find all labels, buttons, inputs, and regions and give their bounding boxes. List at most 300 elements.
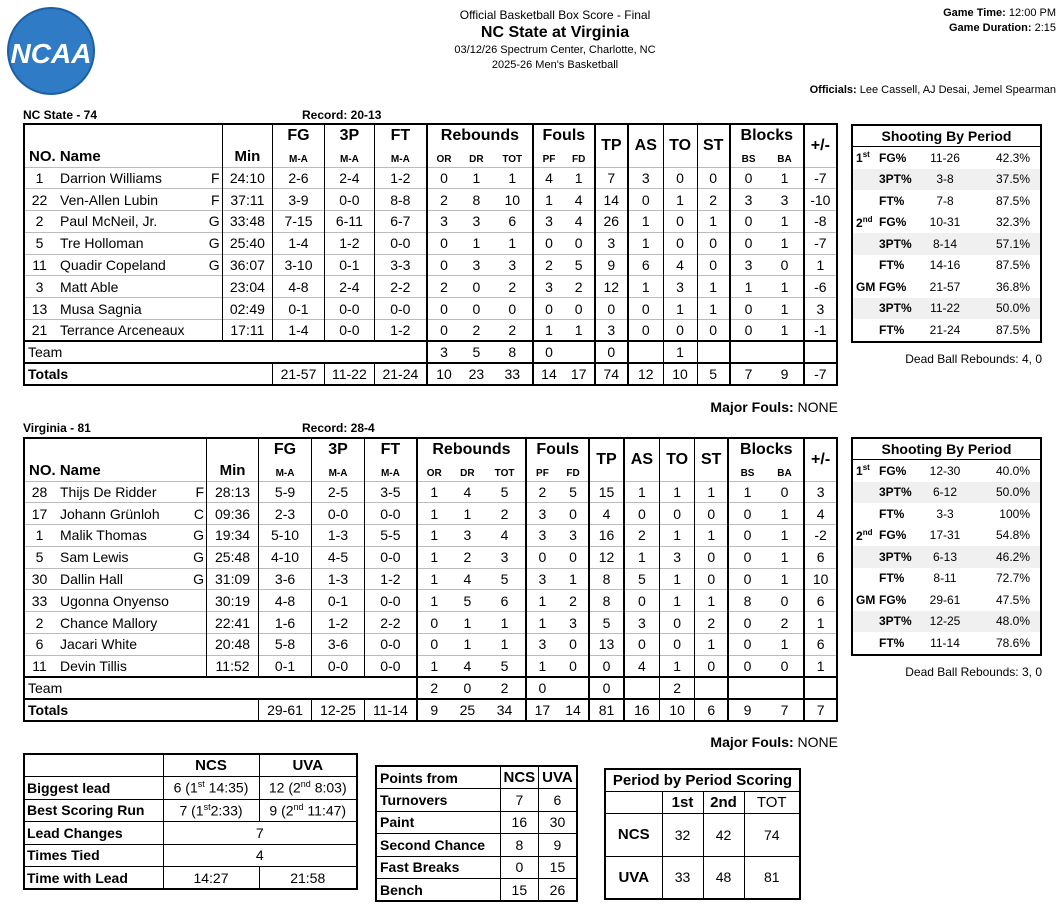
to-header: TO <box>660 438 695 481</box>
shooting-percentage: 87.5% <box>995 258 1030 273</box>
period-scoring-title: Period by Period Scoring <box>605 769 800 791</box>
player-tot: 1 <box>492 232 533 254</box>
player-fg: 3-10 <box>273 254 325 276</box>
team-row <box>24 677 837 699</box>
player-row <box>24 298 837 320</box>
player-st: 0 <box>697 167 730 189</box>
shooting-percentage: 57.1% <box>995 236 1030 251</box>
player-dr: 4 <box>451 655 484 677</box>
player-name: Tre Holloman <box>60 235 144 252</box>
player-3p: 1-2 <box>324 232 374 254</box>
player-or: 3 <box>427 211 461 233</box>
player-3p: 2-5 <box>312 481 365 503</box>
shooting-row <box>853 503 1040 525</box>
player-3p: 2-4 <box>324 167 374 189</box>
shooting-made-attempted: 8-11 <box>933 571 957 586</box>
player-tot: 2 <box>492 320 533 342</box>
shooting-row <box>853 319 1040 341</box>
player-minutes: 09:36 <box>207 503 259 525</box>
player-row <box>24 254 837 276</box>
player-minutes: 24:10 <box>222 167 273 189</box>
player-ft: 2-2 <box>365 612 417 634</box>
shooting-percentage: 48.0% <box>995 614 1030 629</box>
player-ba: 1 <box>766 276 803 298</box>
player-dr: 8 <box>460 189 492 211</box>
player-name-cell <box>54 276 222 298</box>
shooting-stat: FT% <box>879 506 905 521</box>
period-team-row <box>605 856 800 899</box>
player-plus-minus: 10 <box>804 568 837 590</box>
player-to: 1 <box>663 298 697 320</box>
player-number: 2 <box>24 211 54 233</box>
shooting-percentage: 78.6% <box>995 635 1030 650</box>
player-name-cell <box>54 232 222 254</box>
ncaa-logo <box>6 6 96 96</box>
player-pf: 3 <box>533 211 564 233</box>
player-number: 11 <box>24 254 54 276</box>
player-fg: 0-1 <box>273 298 325 320</box>
home-shooting-by-period <box>851 437 1042 656</box>
team-st-blank <box>695 677 729 699</box>
team-fd-blank <box>564 341 595 363</box>
player-row <box>24 189 837 211</box>
totals-as: 12 <box>628 363 663 385</box>
shooting-percentage: 40.0% <box>995 463 1030 478</box>
as-header: AS <box>624 438 660 481</box>
shooting-period: GM <box>856 593 876 608</box>
player-as: 2 <box>624 525 660 547</box>
shooting-made-attempted: 6-13 <box>932 549 958 564</box>
player-tot: 5 <box>484 481 526 503</box>
player-ba: 1 <box>766 211 803 233</box>
player-bs: 0 <box>728 525 765 547</box>
player-3p: 1-3 <box>312 525 365 547</box>
player-or: 0 <box>427 167 461 189</box>
player-tp: 16 <box>589 525 623 547</box>
player-or: 0 <box>427 298 461 320</box>
player-or: 0 <box>427 254 461 276</box>
player-plus-minus: 3 <box>804 481 837 503</box>
player-number: 2 <box>24 612 54 634</box>
shooting-percentage: 72.7% <box>995 571 1030 586</box>
player-bs: 0 <box>730 232 766 254</box>
biggest-lead-uva: 12 (2nd 8:03) <box>259 777 357 800</box>
player-dr: 4 <box>451 568 484 590</box>
player-position: G <box>208 235 220 252</box>
player-name: Dallin Hall <box>60 571 124 588</box>
totals-tp: 81 <box>589 699 623 721</box>
player-plus-minus: 1 <box>804 612 837 634</box>
player-fg: 4-8 <box>259 590 312 612</box>
player-to: 0 <box>663 167 697 189</box>
shooting-percentage: 54.8% <box>995 528 1030 543</box>
player-bs: 0 <box>728 503 765 525</box>
totals-dr: 25 <box>451 699 484 721</box>
totals-tot: 33 <box>492 363 533 385</box>
period-total-score: 74 <box>744 813 800 856</box>
player-to: 1 <box>663 189 697 211</box>
period-2nd-score: 42 <box>703 813 744 856</box>
player-plus-minus: -1 <box>804 320 837 342</box>
shooting-stat: FT% <box>879 258 905 273</box>
player-number: 22 <box>24 189 54 211</box>
player-minutes: 33:48 <box>222 211 273 233</box>
ba-header: BA <box>777 467 792 479</box>
player-pf: 2 <box>533 254 564 276</box>
player-pf: 1 <box>533 320 564 342</box>
player-plus-minus: 3 <box>804 298 837 320</box>
player-pf: 0 <box>526 546 558 568</box>
min-header: Min <box>207 460 259 481</box>
player-name-cell <box>54 503 207 525</box>
player-pf: 3 <box>526 568 558 590</box>
points-from-ncs: 7 <box>500 789 539 812</box>
player-fg: 4-8 <box>273 276 325 298</box>
game-title: NC State at Virginia <box>480 24 630 41</box>
shooting-stat: FG% <box>879 463 907 478</box>
away-major-fouls: Major Fouls: NONE <box>710 399 838 415</box>
shooting-stat: FG% <box>879 279 907 294</box>
player-plus-minus: 6 <box>804 590 837 612</box>
shooting-period: 2nd <box>856 527 873 543</box>
player-name-cell <box>54 481 207 503</box>
player-pf: 3 <box>526 503 558 525</box>
player-ba: 1 <box>766 568 805 590</box>
player-tp: 8 <box>589 590 623 612</box>
home-major-fouls: Major Fouls: NONE <box>710 734 838 750</box>
tot-header: TOT <box>502 153 523 165</box>
fg-header: FG <box>273 124 325 146</box>
totals-ba: 9 <box>766 363 803 385</box>
player-minutes: 36:07 <box>222 254 273 276</box>
officials <box>810 84 1056 96</box>
totals-label: Totals <box>24 363 273 385</box>
player-plus-minus: 1 <box>804 655 837 677</box>
fd-header: FD <box>572 153 586 165</box>
player-tp: 3 <box>595 320 628 342</box>
shooting-period: 2nd <box>856 214 873 230</box>
player-number: 30 <box>24 568 54 590</box>
shooting-stat: 3PT% <box>879 236 912 251</box>
shooting-stat: FG% <box>879 528 907 543</box>
player-dr: 1 <box>451 503 484 525</box>
header-blank-min <box>207 438 259 460</box>
player-to: 0 <box>663 320 697 342</box>
points-from-title: Points from <box>376 766 500 789</box>
three-pt-header: 3P <box>312 438 365 460</box>
player-fd: 5 <box>564 254 595 276</box>
player-tot: 0 <box>492 298 533 320</box>
player-minutes: 31:09 <box>207 568 259 590</box>
player-st: 0 <box>695 568 729 590</box>
player-to: 1 <box>660 481 695 503</box>
player-name: Sam Lewis <box>60 549 129 566</box>
player-as: 1 <box>628 276 663 298</box>
shooting-percentage: 47.5% <box>995 592 1030 607</box>
player-number: 13 <box>24 298 54 320</box>
player-ft: 1-2 <box>375 320 427 342</box>
team-dr: 5 <box>460 341 492 363</box>
player-ft: 0-0 <box>365 634 417 656</box>
player-as: 0 <box>624 503 660 525</box>
fd-header: FD <box>566 467 580 479</box>
player-fd: 2 <box>558 590 590 612</box>
plus-minus-header: +/- <box>804 438 837 481</box>
player-as: 5 <box>624 568 660 590</box>
player-name: Matt Able <box>60 278 119 295</box>
shooting-stat: 3PT% <box>879 614 912 629</box>
totals-pf: 14 <box>533 363 564 385</box>
player-pf: 3 <box>526 525 558 547</box>
player-plus-minus: -2 <box>804 525 837 547</box>
player-minutes: 11:52 <box>207 655 259 677</box>
player-name-cell <box>54 590 207 612</box>
player-bs: 0 <box>730 320 766 342</box>
player-number: 33 <box>24 590 54 612</box>
player-minutes: 37:11 <box>222 189 273 211</box>
team-dr: 0 <box>451 677 484 699</box>
totals-or: 10 <box>427 363 461 385</box>
p3-ma-header: M-A <box>312 460 365 481</box>
player-ft: 0-0 <box>365 590 417 612</box>
period-team-row <box>605 813 800 856</box>
biggest-lead-ncs: 6 (1st 14:35) <box>163 777 259 800</box>
player-fd: 0 <box>564 232 595 254</box>
player-to: 3 <box>660 546 695 568</box>
min-header: Min <box>222 146 273 167</box>
player-as: 1 <box>628 232 663 254</box>
points-from-ncs: 0 <box>500 856 539 879</box>
player-fd: 2 <box>564 276 595 298</box>
player-name: Jacari White <box>60 636 138 653</box>
totals-as: 16 <box>624 699 660 721</box>
game-time-block <box>943 6 1056 36</box>
player-minutes: 20:48 <box>207 634 259 656</box>
player-or: 0 <box>417 634 451 656</box>
player-row <box>24 525 837 547</box>
report-header <box>300 8 810 73</box>
player-tot: 6 <box>492 211 533 233</box>
shooting-made-attempted: 10-31 <box>929 215 961 230</box>
player-to: 4 <box>663 254 697 276</box>
player-ba: 1 <box>766 525 805 547</box>
player-tp: 26 <box>595 211 628 233</box>
player-to: 1 <box>660 590 695 612</box>
player-name: Darrion Williams <box>60 169 162 186</box>
blocks-header: Blocks <box>728 438 804 460</box>
shooting-row <box>853 298 1040 320</box>
player-dr: 2 <box>460 320 492 342</box>
dr-header: DR <box>469 153 484 165</box>
player-minutes: 25:48 <box>207 546 259 568</box>
team-as-blank <box>628 341 663 363</box>
shooting-percentage: 32.3% <box>995 215 1030 230</box>
player-ba: 2 <box>766 612 805 634</box>
shooting-percentage: 87.5% <box>995 322 1030 337</box>
player-to: 3 <box>663 276 697 298</box>
totals-3p: 11-22 <box>324 363 374 385</box>
player-fg: 5-9 <box>259 481 312 503</box>
header-row <box>24 124 837 146</box>
team-pf: 0 <box>526 677 558 699</box>
player-ba: 0 <box>766 254 803 276</box>
points-from-row <box>376 856 577 879</box>
totals-row <box>24 363 837 385</box>
player-or: 2 <box>427 189 461 211</box>
shooting-row <box>853 589 1040 611</box>
player-dr: 2 <box>451 546 484 568</box>
player-as: 0 <box>628 298 663 320</box>
shooting-percentage: 50.0% <box>995 301 1030 316</box>
officials-label: Officials: <box>809 84 857 96</box>
tot-header: TOT <box>494 467 515 479</box>
team-or: 3 <box>427 341 461 363</box>
officials-names: Lee Cassell, AJ Desai, Jemel Spearman <box>859 84 1056 96</box>
player-name-cell <box>54 320 222 342</box>
player-fd: 0 <box>558 546 590 568</box>
player-fd: 0 <box>558 655 590 677</box>
player-3p: 6-11 <box>324 211 374 233</box>
shooting-percentage: 87.5% <box>995 193 1030 208</box>
player-as: 6 <box>628 254 663 276</box>
ft-header: FT <box>365 438 417 460</box>
team-or: 2 <box>417 677 451 699</box>
shooting-title: Shooting By Period <box>853 439 1040 460</box>
player-bs: 0 <box>728 612 765 634</box>
player-ft: 0-0 <box>365 655 417 677</box>
player-bs: 0 <box>728 568 765 590</box>
fg-header: FG <box>259 438 312 460</box>
shooting-row <box>853 568 1040 590</box>
player-dr: 5 <box>451 590 484 612</box>
shooting-row <box>853 190 1040 212</box>
player-row <box>24 320 837 342</box>
team-blank <box>207 677 417 699</box>
points-from-uva: 15 <box>539 856 577 879</box>
player-st: 0 <box>697 232 730 254</box>
team-tp: 0 <box>589 677 623 699</box>
player-to: 0 <box>660 503 695 525</box>
player-name-cell <box>54 167 222 189</box>
player-dr: 0 <box>460 298 492 320</box>
shooting-made-attempted: 3-8 <box>936 172 954 187</box>
dr-header: DR <box>460 467 475 479</box>
player-minutes: 17:11 <box>222 320 273 342</box>
player-tp: 12 <box>595 276 628 298</box>
player-ft: 1-2 <box>375 167 427 189</box>
lead-stats-table <box>23 753 358 890</box>
player-bs: 1 <box>730 276 766 298</box>
player-st: 1 <box>695 590 729 612</box>
player-dr: 1 <box>451 634 484 656</box>
points-from-row <box>376 789 577 812</box>
player-as: 0 <box>628 189 663 211</box>
shooting-stat: FG% <box>879 215 907 230</box>
shooting-stat: 3PT% <box>879 301 912 316</box>
away-box-score <box>23 123 838 386</box>
fg-ma-header: M-A <box>259 460 312 481</box>
player-fd: 3 <box>558 525 590 547</box>
period-team: NCS <box>605 813 662 856</box>
player-row <box>24 232 837 254</box>
header-blank <box>24 124 222 146</box>
player-ba: 1 <box>766 320 803 342</box>
period-header-blank <box>605 791 662 813</box>
player-name: Ven-Allen Lubin <box>60 191 159 208</box>
totals-ba: 7 <box>766 699 805 721</box>
player-fd: 0 <box>558 503 590 525</box>
player-pf: 3 <box>533 276 564 298</box>
away-record: Record: 20-13 <box>302 108 382 122</box>
player-row <box>24 167 837 189</box>
player-name: Chance Mallory <box>60 614 158 631</box>
shooting-percentage: 46.2% <box>995 549 1030 564</box>
shooting-percentage: 50.0% <box>995 485 1030 500</box>
points-from-uva: 26 <box>539 879 577 902</box>
player-tp: 15 <box>589 481 623 503</box>
player-fd: 4 <box>564 211 595 233</box>
game-duration-label: Game Duration: <box>949 22 1032 34</box>
player-plus-minus: 6 <box>804 634 837 656</box>
player-tot: 6 <box>484 590 526 612</box>
lead-changes-value: 7 <box>163 822 357 845</box>
player-as: 1 <box>624 481 660 503</box>
player-fg: 1-4 <box>273 320 325 342</box>
points-from-uva: 9 <box>539 834 577 857</box>
player-name-cell <box>54 189 222 211</box>
player-bs: 0 <box>728 655 765 677</box>
player-fg: 0-1 <box>259 655 312 677</box>
player-tot: 1 <box>484 612 526 634</box>
player-row <box>24 590 837 612</box>
player-fd: 1 <box>558 568 590 590</box>
player-name: Paul McNeil, Jr. <box>60 213 158 230</box>
points-from-table <box>375 765 578 902</box>
player-fg: 5-8 <box>259 634 312 656</box>
best-run-ncs: 7 (1st2:33) <box>163 799 259 822</box>
player-pf: 0 <box>533 298 564 320</box>
player-tp: 5 <box>589 612 623 634</box>
shooting-row <box>853 525 1040 547</box>
points-from-label: Paint <box>376 811 500 834</box>
points-from-label: Second Chance <box>376 834 500 857</box>
points-from-label: Fast Breaks <box>376 856 500 879</box>
rebounds-header: Rebounds <box>427 124 533 146</box>
player-bs: 0 <box>730 298 766 320</box>
player-3p: 4-5 <box>312 546 365 568</box>
player-to: 0 <box>660 612 695 634</box>
player-name: Johann Grünloh <box>60 505 160 522</box>
player-position: G <box>193 527 205 544</box>
player-st: 2 <box>697 189 730 211</box>
lead-header-ncs: NCS <box>163 754 259 777</box>
player-3p: 1-3 <box>312 568 365 590</box>
player-row <box>24 634 837 656</box>
lead-changes-label: Lead Changes <box>24 822 163 845</box>
fouls-header: Fouls <box>533 124 594 146</box>
p3-ma-header: M-A <box>324 146 374 167</box>
home-box-score <box>23 437 838 722</box>
player-number: 21 <box>24 320 54 342</box>
best-run-uva: 9 (2nd 11:47) <box>259 799 357 822</box>
player-ft: 0-0 <box>365 503 417 525</box>
points-from-ncs: 8 <box>500 834 539 857</box>
player-or: 1 <box>417 568 451 590</box>
player-ba: 1 <box>766 232 803 254</box>
team-bs-blank <box>728 677 765 699</box>
player-tp: 0 <box>589 655 623 677</box>
home-dead-ball-rebounds: Dead Ball Rebounds: 3, 0 <box>905 665 1042 679</box>
